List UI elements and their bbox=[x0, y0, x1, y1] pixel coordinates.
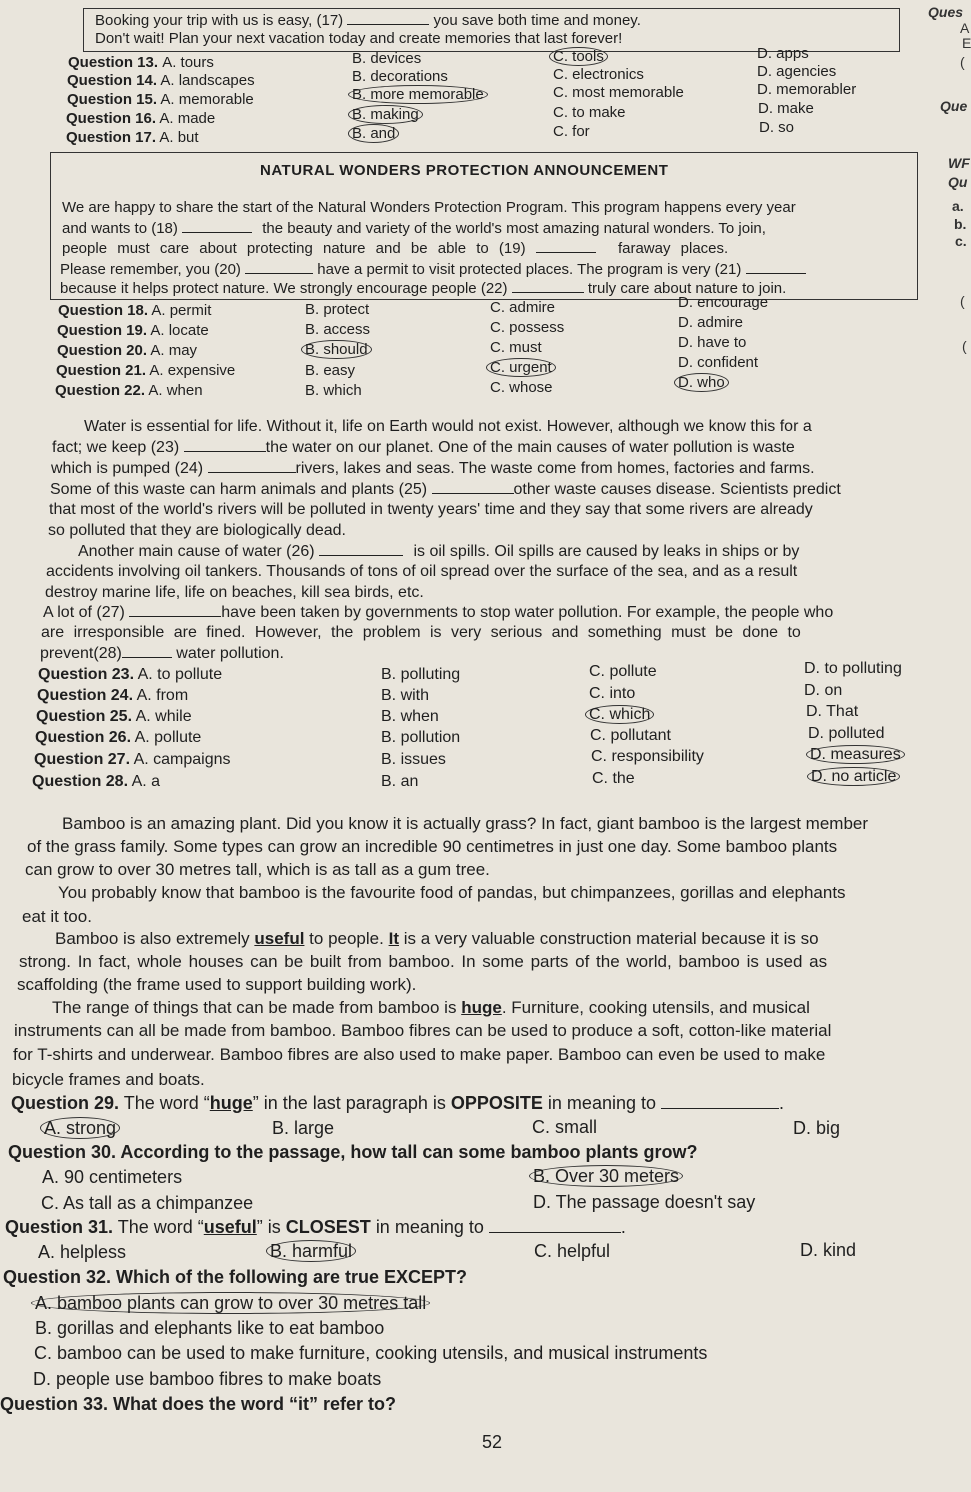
passage-line: eat it too. bbox=[22, 907, 92, 926]
passage-line: fact; we keep (23) the water on our planet. One of the main causes of water pollution is waste bbox=[52, 439, 795, 456]
option-c: C. pollute bbox=[589, 663, 657, 680]
option-b: B. harmful bbox=[270, 1241, 356, 1262]
option-d: D. polluted bbox=[808, 725, 885, 742]
announcement-line: people must care about protecting nature and be able to (19) faraway places. bbox=[62, 240, 729, 257]
option-c: C. admire bbox=[490, 299, 556, 316]
passage-line: Don't wait! Plan your next vacation today and create memories that last forever! bbox=[95, 30, 623, 47]
option-d: D. memorabler bbox=[757, 81, 857, 98]
question-15: Question 15. A. memorable bbox=[67, 91, 254, 108]
option-b: B. large bbox=[272, 1118, 335, 1138]
side-fragment: c. bbox=[955, 233, 967, 249]
answer-blank bbox=[512, 292, 584, 293]
question-25: Question 25. A. while bbox=[36, 708, 192, 725]
option-b: B. gorillas and elephants like to eat bamboo bbox=[35, 1318, 385, 1338]
answer-blank bbox=[245, 273, 313, 274]
side-fragment: b. bbox=[954, 216, 967, 232]
option-c: C. small bbox=[532, 1117, 598, 1137]
option-c: C. tools bbox=[553, 48, 608, 65]
option-c: C. to make bbox=[553, 104, 626, 121]
question-32: Question 32. Which of the following are true EXCEPT? bbox=[3, 1267, 468, 1287]
option-b: B. with bbox=[381, 687, 430, 704]
side-fragment: ( bbox=[960, 54, 965, 70]
option-b: B. making bbox=[352, 106, 423, 123]
option-b: B. Over 30 meters bbox=[533, 1166, 683, 1187]
option-b: B. when bbox=[381, 708, 439, 725]
question-19: Question 19. A. locate bbox=[57, 322, 209, 339]
option-d: D. to polluting bbox=[804, 660, 902, 677]
option-d: D. kind bbox=[800, 1240, 857, 1260]
option-d: D. agencies bbox=[757, 63, 837, 80]
passage-line: You probably know that bamboo is the favourite food of pandas, but chimpanzees, gorillas and elephants bbox=[58, 883, 846, 902]
option-c: C. As tall as a chimpanzee bbox=[41, 1193, 254, 1213]
option-b: B. easy bbox=[305, 362, 356, 379]
option-c: C. bamboo can be used to make furniture, cooking utensils, and musical instruments bbox=[34, 1343, 708, 1363]
question-30: Question 30. According to the passage, how tall can some bamboo plants grow? bbox=[8, 1142, 698, 1162]
option-b: B. and bbox=[352, 125, 399, 142]
side-fragment: E bbox=[962, 35, 971, 51]
passage-text: Booking your trip with us is easy, (17) bbox=[95, 12, 344, 29]
option-a: A. 90 centimeters bbox=[42, 1167, 183, 1187]
option-d: D. big bbox=[793, 1118, 841, 1138]
question-33: Question 33. What does the word “it” refer to? bbox=[0, 1394, 397, 1414]
passage-line: that most of the world's rivers will be polluted in twenty years' time and they say that some rivers are already bbox=[49, 501, 813, 518]
option-b: B. protect bbox=[305, 301, 370, 318]
passage-line: A lot of (27) have been taken by governments to stop water pollution. For example, the people who bbox=[43, 604, 834, 621]
option-b: B. more memorable bbox=[352, 86, 488, 103]
option-c: C. pollutant bbox=[590, 727, 671, 744]
option-c: C. the bbox=[592, 770, 635, 787]
option-a: A. bamboo plants can grow to over 30 metres tall bbox=[35, 1293, 430, 1314]
option-d: D. have to bbox=[678, 334, 747, 351]
option-b: B. issues bbox=[381, 751, 446, 768]
option-b: B. access bbox=[305, 321, 371, 338]
option-c: C. most memorable bbox=[553, 84, 684, 101]
question-28: Question 28. A. a bbox=[32, 773, 161, 790]
option-c: C. must bbox=[490, 339, 542, 356]
side-fragment: Qu bbox=[948, 174, 968, 190]
option-d: D. apps bbox=[757, 45, 809, 62]
side-fragment: ( bbox=[960, 293, 965, 309]
option-d: D. who bbox=[678, 374, 729, 391]
passage-line: so polluted that they are biologically dead. bbox=[48, 522, 346, 539]
question-26: Question 26. A. pollute bbox=[35, 729, 202, 746]
passage-line: which is pumped (24) rivers, lakes and seas. The waste come from homes, factories and farms. bbox=[51, 460, 815, 477]
option-d: D. encourage bbox=[678, 294, 769, 311]
option-c: C. urgent bbox=[490, 359, 556, 376]
answer-blank bbox=[182, 232, 252, 233]
passage-line: Another main cause of water (26) is oil spills. Oil spills are caused by leaks in ships or by bbox=[78, 543, 800, 560]
question-20: Question 20. A. may bbox=[57, 342, 198, 359]
question-18: Question 18. A. permit bbox=[58, 302, 212, 319]
question-14: Question 14. A. landscapes bbox=[67, 72, 255, 89]
announcement-line: and wants to (18) the beauty and variety of the world's most amazing natural wonders. To join, bbox=[62, 220, 766, 237]
question-29: Question 29. The word “huge” in the last paragraph is OPPOSITE in meaning to . bbox=[11, 1093, 785, 1113]
announcement-line: Please remember, you (20) have a permit to visit protected places. The program is very (21) bbox=[60, 261, 806, 278]
passage-line: Some of this waste can harm animals and plants (25) other waste causes disease. Scientists predict bbox=[50, 481, 841, 498]
option-c: C. possess bbox=[490, 319, 565, 336]
option-d: D. on bbox=[804, 682, 843, 699]
passage-line: instruments can all be made from bamboo. Bamboo fibres can be used to produce a soft, cotton-like material bbox=[14, 1021, 832, 1040]
passage-line: The range of things that can be made from bamboo is huge. Furniture, cooking utensils, and musical bbox=[52, 998, 810, 1017]
passage-line: strong. In fact, whole houses can be built from bamboo. In some parts of the world, bamboo is used as bbox=[19, 952, 828, 971]
answer-blank bbox=[536, 252, 596, 253]
question-21: Question 21. A. expensive bbox=[56, 362, 236, 379]
passage-line: Bamboo is an amazing plant. Did you know it is actually grass? In fact, giant bamboo is the largest member bbox=[62, 814, 869, 833]
question-24: Question 24. A. from bbox=[37, 687, 189, 704]
option-a: A. helpless bbox=[38, 1242, 127, 1262]
side-fragment: Ques bbox=[928, 4, 964, 20]
option-c: C. into bbox=[589, 685, 636, 702]
passage-line: Bamboo is also extremely useful to people. It is a very valuable construction material because it is so bbox=[55, 929, 819, 948]
option-b: B. should bbox=[305, 341, 372, 358]
question-22: Question 22. A. when bbox=[55, 382, 203, 399]
option-c: C. helpful bbox=[534, 1241, 611, 1261]
side-fragment: Que bbox=[940, 98, 968, 114]
question-17: Question 17. A. but bbox=[66, 129, 199, 146]
question-13: Question 13. A. tours bbox=[68, 54, 214, 71]
question-31: Question 31. The word “useful” is CLOSEST in meaning to . bbox=[5, 1217, 626, 1237]
option-d: D. measures bbox=[810, 746, 905, 764]
option-d: D. make bbox=[758, 100, 814, 117]
answer-blank bbox=[746, 273, 806, 274]
passage-line: Water is essential for life. Without it, life on Earth would not exist. However, although we know this for a bbox=[84, 418, 812, 435]
passage-line: accidents involving oil tankers. Thousands of tons of oil spread over the surface of the sea, and as a result bbox=[46, 563, 798, 580]
option-c: C. electronics bbox=[553, 66, 644, 83]
passage-line: are irresponsible are fined. However, the problem is very serious and something must be done to bbox=[41, 624, 801, 641]
option-d: D. admire bbox=[678, 314, 744, 331]
side-fragment: A bbox=[960, 20, 970, 36]
option-b: B. polluting bbox=[381, 666, 461, 683]
answer-blank bbox=[347, 24, 429, 25]
passage-line bbox=[95, 12, 641, 29]
option-c: C. for bbox=[553, 123, 590, 140]
option-b: B. an bbox=[381, 773, 419, 790]
option-b: B. decorations bbox=[352, 68, 448, 85]
announcement-line: because it helps protect nature. We strongly encourage people (22) truly care about nature to join. bbox=[60, 280, 787, 297]
passage-line: scaffolding (the frame used to support building work). bbox=[17, 975, 417, 994]
option-d: D. The passage doesn't say bbox=[533, 1192, 756, 1212]
question-23: Question 23. A. to pollute bbox=[38, 666, 223, 683]
passage-line: can grow to over 30 metres tall, which is as tall as a gum tree. bbox=[25, 860, 490, 879]
question-27: Question 27. A. campaigns bbox=[34, 751, 231, 768]
option-d: D. people use bamboo fibres to make boats bbox=[33, 1369, 382, 1389]
passage-line: for T-shirts and underwear. Bamboo fibres are also used to make paper. Bamboo can even be used to make bbox=[13, 1045, 826, 1064]
announcement-line: We are happy to share the start of the Natural Wonders Protection Program. This program happens every year bbox=[62, 199, 796, 216]
passage-line: of the grass family. Some types can grow an incredible 90 centimetres in just one day. Some bamboo plants bbox=[27, 837, 838, 856]
option-b: B. which bbox=[305, 382, 362, 399]
passage-line: bicycle frames and boats. bbox=[12, 1070, 205, 1089]
option-d: D. no article bbox=[811, 768, 900, 786]
option-b: B. pollution bbox=[381, 729, 461, 746]
passage-line: destroy marine life, life on beaches, kill sea birds, etc. bbox=[45, 584, 424, 601]
option-c: C. whose bbox=[490, 379, 553, 396]
passage-text: you save both time and money. bbox=[433, 12, 641, 29]
option-d: D. so bbox=[759, 119, 795, 136]
option-c: C. which bbox=[589, 706, 654, 724]
option-a: A. strong bbox=[44, 1118, 120, 1139]
option-c: C. responsibility bbox=[591, 748, 704, 765]
side-fragment: a. bbox=[952, 198, 964, 214]
question-16: Question 16. A. made bbox=[66, 110, 216, 127]
option-d: D. confident bbox=[678, 354, 759, 371]
side-fragment: ( bbox=[962, 338, 967, 354]
announcement-title: NATURAL WONDERS PROTECTION ANNOUNCEMENT bbox=[260, 162, 669, 179]
passage-line: prevent(28) water pollution. bbox=[40, 645, 284, 662]
side-fragment: WF bbox=[948, 155, 970, 171]
page-number: 52 bbox=[482, 1432, 503, 1452]
option-d: D. That bbox=[806, 703, 859, 720]
option-b: B. devices bbox=[352, 50, 422, 67]
